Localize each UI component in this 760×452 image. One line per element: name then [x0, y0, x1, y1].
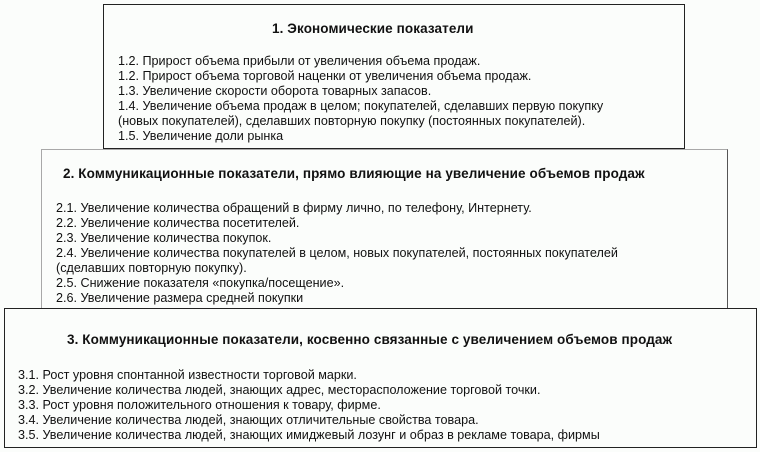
- list-item: 1.5. Увеличение доли рынка: [118, 129, 284, 143]
- list-item: 3.4. Увеличение количества людей, знающих отличительные свойства товара.: [18, 413, 479, 427]
- list-item: 2.4. Увеличение количества покупателей в целом, новых покупателей, постоянных покупателей: [56, 246, 618, 260]
- economic-indicators-list: [118, 54, 603, 144]
- list-item: 2.6. Увеличение размера средней покупки: [56, 291, 304, 305]
- indirect-communication-indicators-list: [18, 368, 600, 443]
- list-item: 3.3. Рост уровня положительного отношения к товару, фирме.: [18, 398, 381, 412]
- economic-indicators-box: [103, 4, 685, 149]
- economic-indicators-title: 1. Экономические показатели: [272, 21, 474, 36]
- direct-communication-indicators-title: 2. Коммуникационные показатели, прямо влияющие на увеличение объемов продаж: [63, 166, 645, 181]
- indirect-communication-indicators-box: [4, 308, 757, 448]
- direct-communication-indicators-box: [41, 149, 728, 309]
- list-item: 1.2. Прирост объема прибыли от увеличения объема продаж.: [118, 54, 481, 68]
- list-item: 3.1. Рост уровня спонтанной известности торговой марки.: [18, 368, 357, 382]
- list-item: 3.2. Увеличение количества людей, знающих адрес, месторасположение торговой точки.: [18, 383, 541, 397]
- list-item: 2.2. Увеличение количества посетителей.: [56, 216, 300, 230]
- direct-communication-indicators-list: [56, 201, 618, 306]
- list-item: 1.3. Увеличение скорости оборота товарных запасов.: [118, 84, 432, 98]
- list-item: 3.5. Увеличение количества людей, знающих имиджевый лозунг и образ в рекламе товара, фирмы: [18, 428, 600, 442]
- list-item: (новых покупателей), сделавших повторную покупку (постоянных покупателей).: [118, 114, 586, 128]
- indirect-communication-indicators-title: 3. Коммуникационные показатели, косвенно связанные с увеличением объемов продаж: [67, 332, 673, 347]
- list-item: (сделавших повторную покупку).: [56, 261, 247, 275]
- list-item: 2.5. Снижение показателя «покупка/посещение».: [56, 276, 345, 290]
- list-item: 2.1. Увеличение количества обращений в фирму лично, по телефону, Интернету.: [56, 201, 532, 215]
- list-item: 1.2. Прирост объема торговой наценки от увеличения объема продаж.: [118, 69, 532, 83]
- list-item: 2.3. Увеличение количества покупок.: [56, 231, 272, 245]
- list-item: 1.4. Увеличение объема продаж в целом; покупателей, сделавших первую покупку: [118, 99, 604, 113]
